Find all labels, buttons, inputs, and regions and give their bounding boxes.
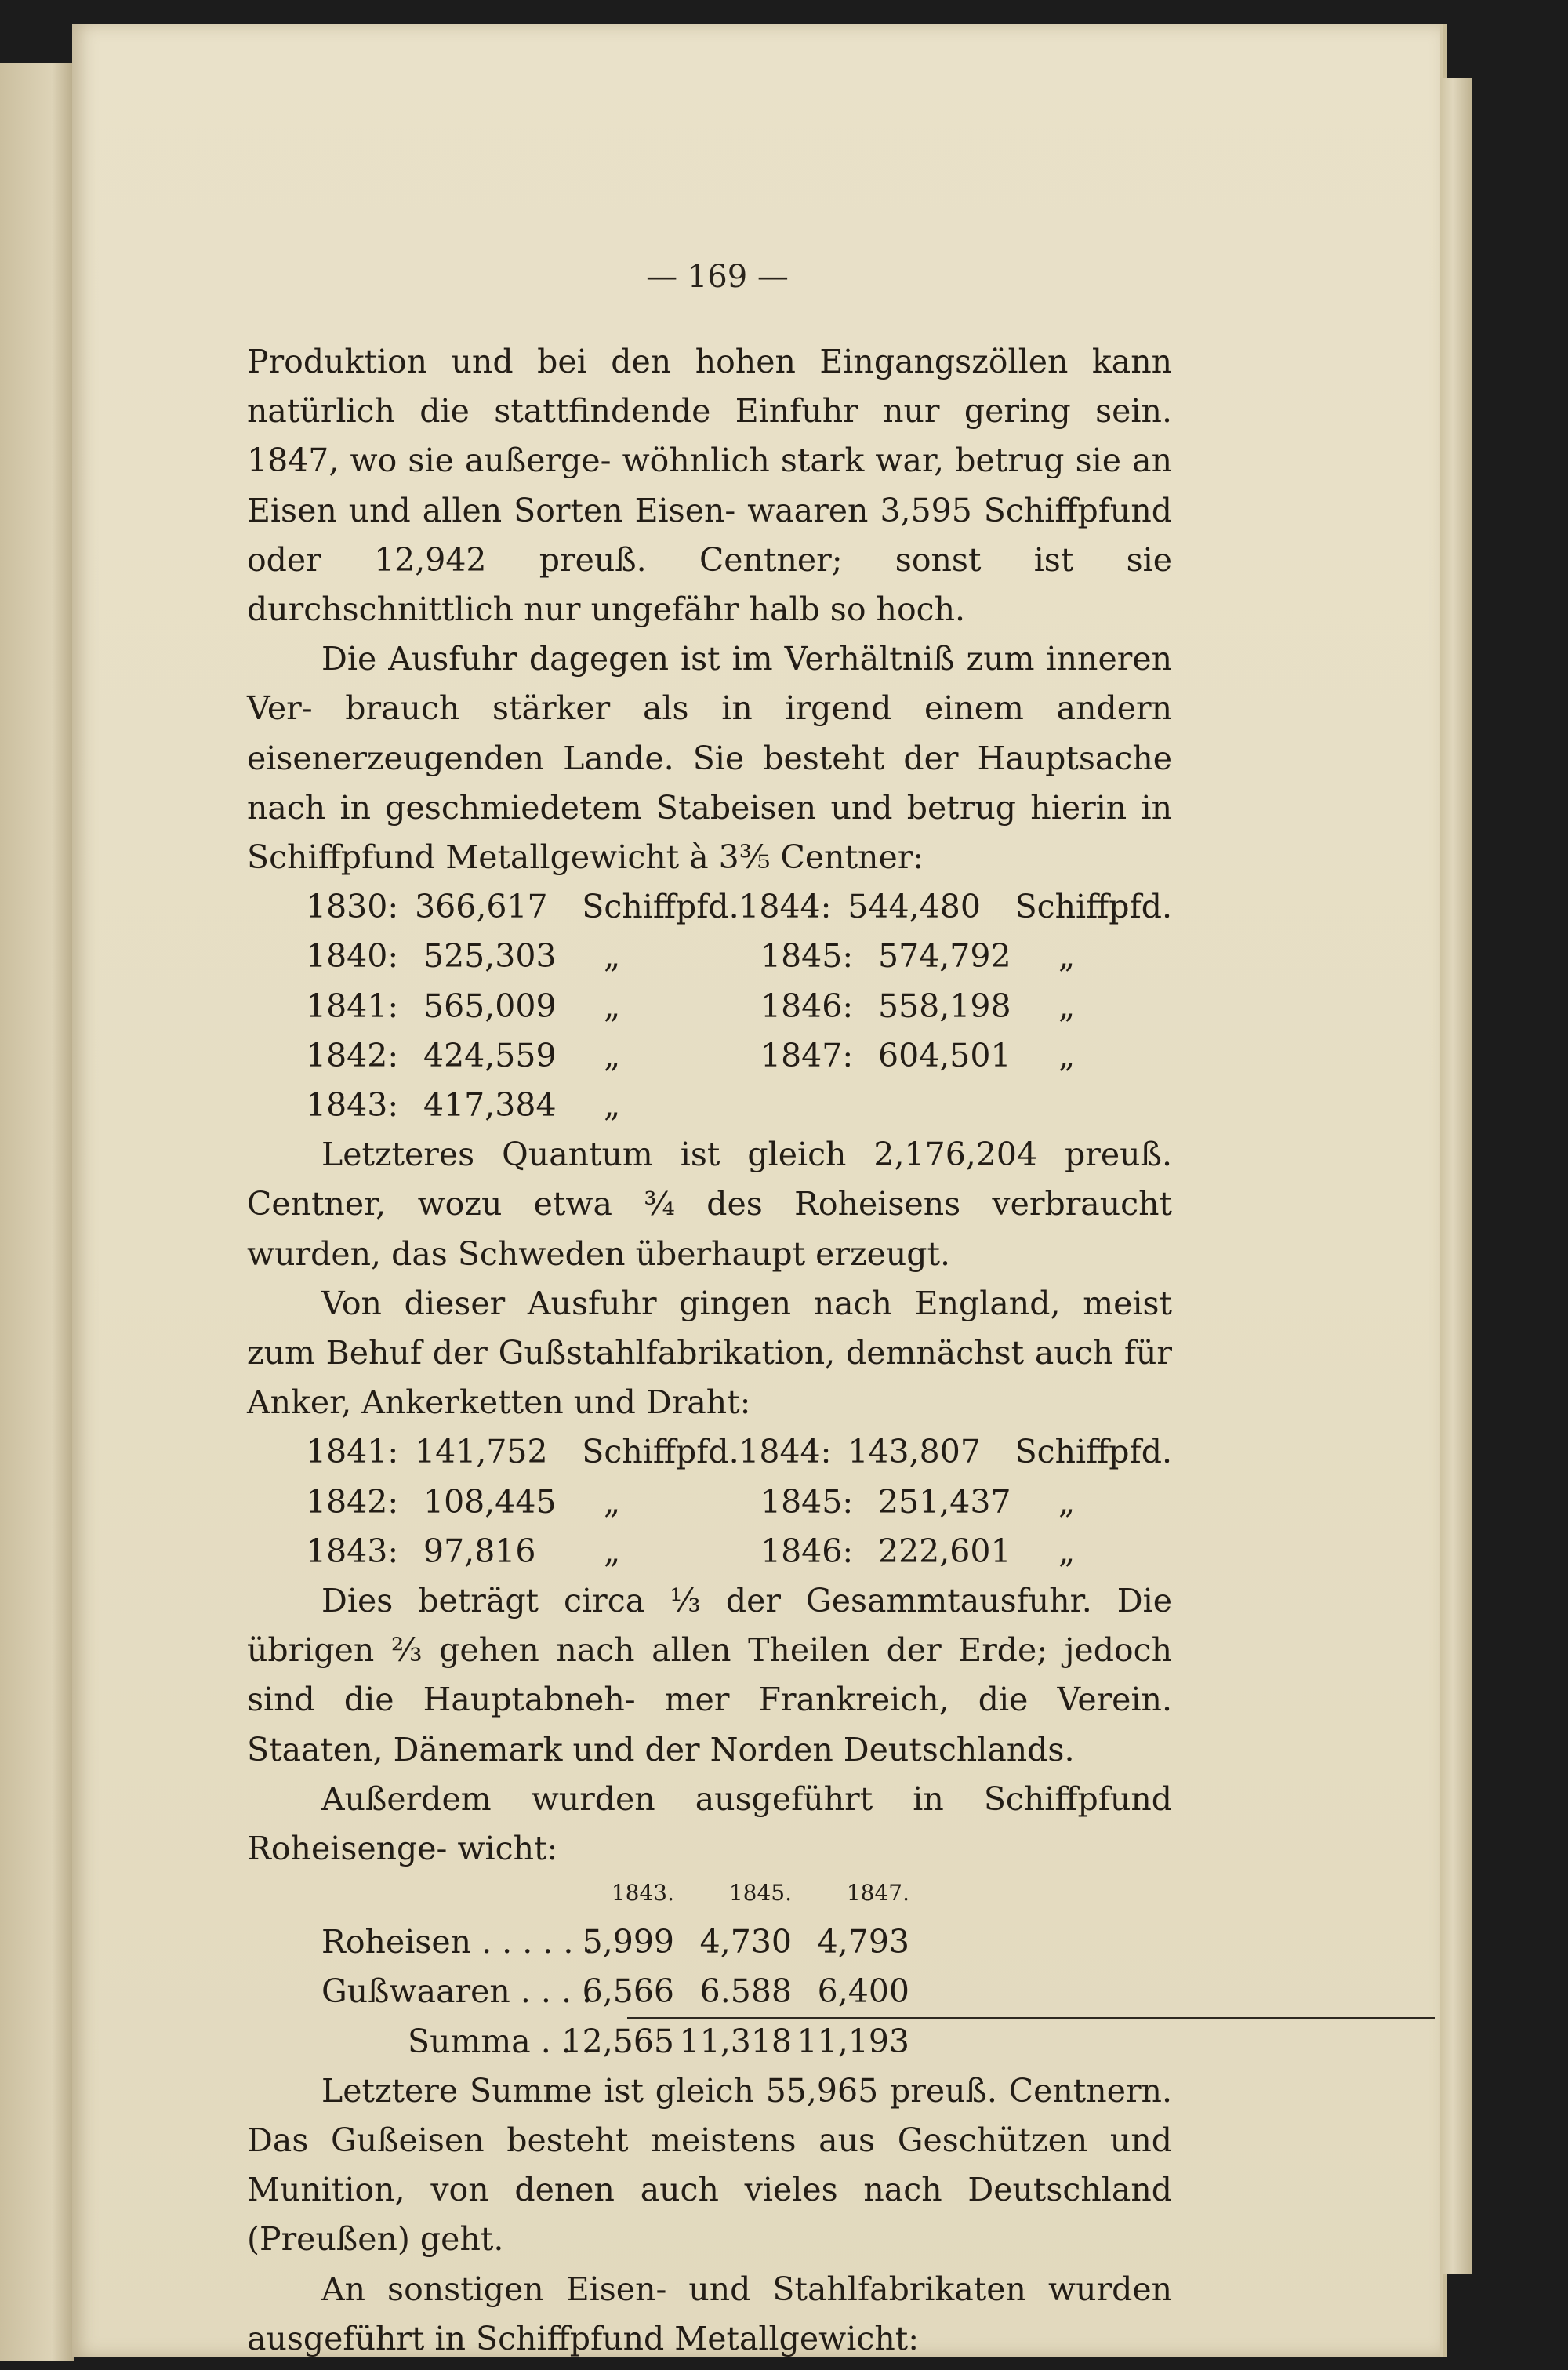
page-body xyxy=(247,337,1172,2364)
paragraph-1: Produktion und bei den hohen Eingangszöllen kann natürlich die stattfindende Einfuhr nur gering sein. 1847, wo sie außerge- wöhnlich stark war, betrug sie an Eisen und allen Sorten Eisen- waaren 3,595 Schiffpfund oder 12,942 preuß. Centner; sonst ist sie durchschnittlich nur ungefähr halb so hoch. xyxy=(247,343,1172,629)
england-list xyxy=(247,1427,1172,1576)
paragraph-3: Letzteres Quantum ist gleich 2,176,204 preuß. Centner, wozu etwa ¾ des Roheisens verbraucht wurden, das Schweden überhaupt erzeugt. xyxy=(247,1136,1172,1273)
paragraph-6: Außerdem wurden ausgeführt in Schiffpfund Roheisenge- wicht: xyxy=(247,1779,1172,1867)
england-row: 1841: 141,752 Schiffpfd. 1844: 143,807 Schiffpfd. xyxy=(306,1433,1172,1471)
table-header xyxy=(321,1874,1172,1917)
paragraph-2: Die Ausfuhr dagegen ist im Verhältniß zum inneren Ver- brauch stärker als in irgend einem andern eisenerzeugenden Lande. Sie besteht der Hauptsache nach in geschmiedetem Stabeisen und betrug hierin in Schiffpfund Metallgewicht à 3⅗ Centner: xyxy=(247,640,1172,877)
export-row: 1840: 525,303 „ 1845: 574,792 „ xyxy=(306,937,1076,976)
table-row: Gußwaaren . . . . 6,566 6.588 6,400 xyxy=(321,1972,909,2011)
export-list xyxy=(247,882,1172,1130)
table-sum-row: Summa . . . 12,565 11,318 11,193 xyxy=(321,2017,1172,2066)
paragraph-5: Dies beträgt circa ⅓ der Gesammtausfuhr. Die übrigen ⅔ gehen nach allen Theilen der Erde; jedoch sind die Hauptabneh- mer Frankreich, die Verein. Staaten, Dänemark und der Norden Deutschlands. xyxy=(247,1581,1172,1768)
roheisen-table xyxy=(247,1874,1172,2066)
england-row: 1843: 97,816 „ 1846: 222,601 „ xyxy=(306,1532,1076,1570)
left-page-edge xyxy=(0,63,74,2361)
export-row: 1841: 565,009 „ 1846: 558,198 „ xyxy=(306,987,1076,1025)
table-header-cell: 1845. xyxy=(728,1879,792,1906)
table-header-cell: 1843. xyxy=(611,1879,674,1906)
england-row: 1842: 108,445 „ 1845: 251,437 „ xyxy=(306,1482,1076,1521)
export-row: 1830: 366,617 Schiffpfd. 1844: 544,480 Schiffpfd. xyxy=(306,888,1172,926)
table-row: Roheisen . . . . . . 5,999 4,730 4,793 xyxy=(321,1923,909,1961)
page-stack-edge xyxy=(1440,78,1472,2274)
export-row: 1842: 424,559 „ 1847: 604,501 „ xyxy=(306,1036,1076,1074)
page-number: — 169 — xyxy=(646,259,789,295)
table-header-cell: 1847. xyxy=(846,1879,909,1906)
export-row: 1843: 417,384 „ xyxy=(306,1085,621,1124)
paragraph-8: An sonstigen Eisen- und Stahlfabrikaten wurden ausgeführt in Schiffpfund Metallgewicht: xyxy=(247,2270,1172,2357)
paragraph-4: Von dieser Ausfuhr gingen nach England, meist zum Behuf der Gußstahlfabrikation, demnächst auch für Anker, Ankerketten und Draht: xyxy=(247,1284,1172,1422)
paragraph-7: Letztere Summe ist gleich 55,965 preuß. Centnern. Das Gußeisen besteht meistens aus Geschützen und Munition, von denen auch vieles nach Deutschland (Preußen) geht. xyxy=(247,2071,1172,2259)
